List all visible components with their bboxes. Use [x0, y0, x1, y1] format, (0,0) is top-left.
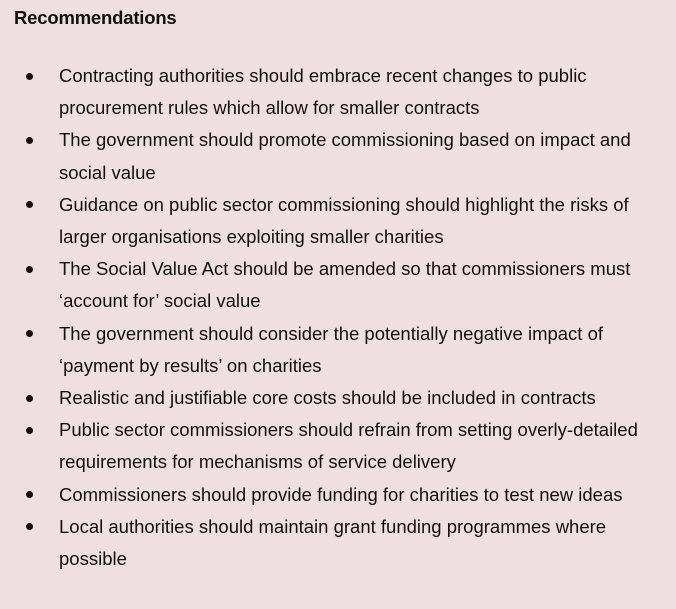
list-item-text: The government should consider the potentially negative impact of ‘payment by results’ on charities: [59, 322, 604, 376]
list-item: [14, 189, 676, 253]
list-item-text: Realistic and justifiable core costs should be included in contracts: [59, 387, 596, 409]
recommendations-list: [14, 60, 676, 575]
list-item: [14, 414, 676, 478]
bullet-icon: [22, 318, 36, 350]
bullet-icon: [22, 189, 36, 221]
bullet-icon: [22, 124, 36, 156]
bullet-icon: [22, 414, 36, 446]
list-item-text: Local authorities should maintain grant funding programmes where possible: [59, 515, 607, 570]
list-item: [14, 479, 676, 511]
list-item-text: The government should promote commissioning based on impact and social value: [59, 129, 631, 183]
list-item: [14, 318, 676, 382]
list-item: [14, 511, 676, 575]
bullet-icon: [22, 479, 36, 511]
recommendations-heading: Recommendations: [14, 7, 177, 28]
list-item-text: The Social Value Act should be amended so that commissioners must ‘account for’ social value: [59, 258, 631, 312]
list-item-text: Commissioners should provide funding for charities to test new ideas: [59, 483, 623, 505]
bullet-icon: [22, 382, 36, 414]
bullet-icon: [22, 511, 36, 543]
list-item-text: Contracting authorities should embrace recent changes to public procurement rules which allow for smaller contracts: [59, 65, 587, 119]
bullet-icon: [22, 60, 36, 92]
list-item: [14, 382, 676, 414]
list-item: [14, 124, 676, 188]
list-item-text: Guidance on public sector commissioning should highlight the risks of larger organisations exploiting smaller charities: [59, 193, 629, 248]
list-item: [14, 253, 676, 317]
bullet-icon: [22, 253, 36, 285]
list-item-text: Public sector commissioners should refrain from setting overly-detailed requirements for mechanisms of service delivery: [59, 419, 638, 473]
list-item: [14, 60, 676, 124]
